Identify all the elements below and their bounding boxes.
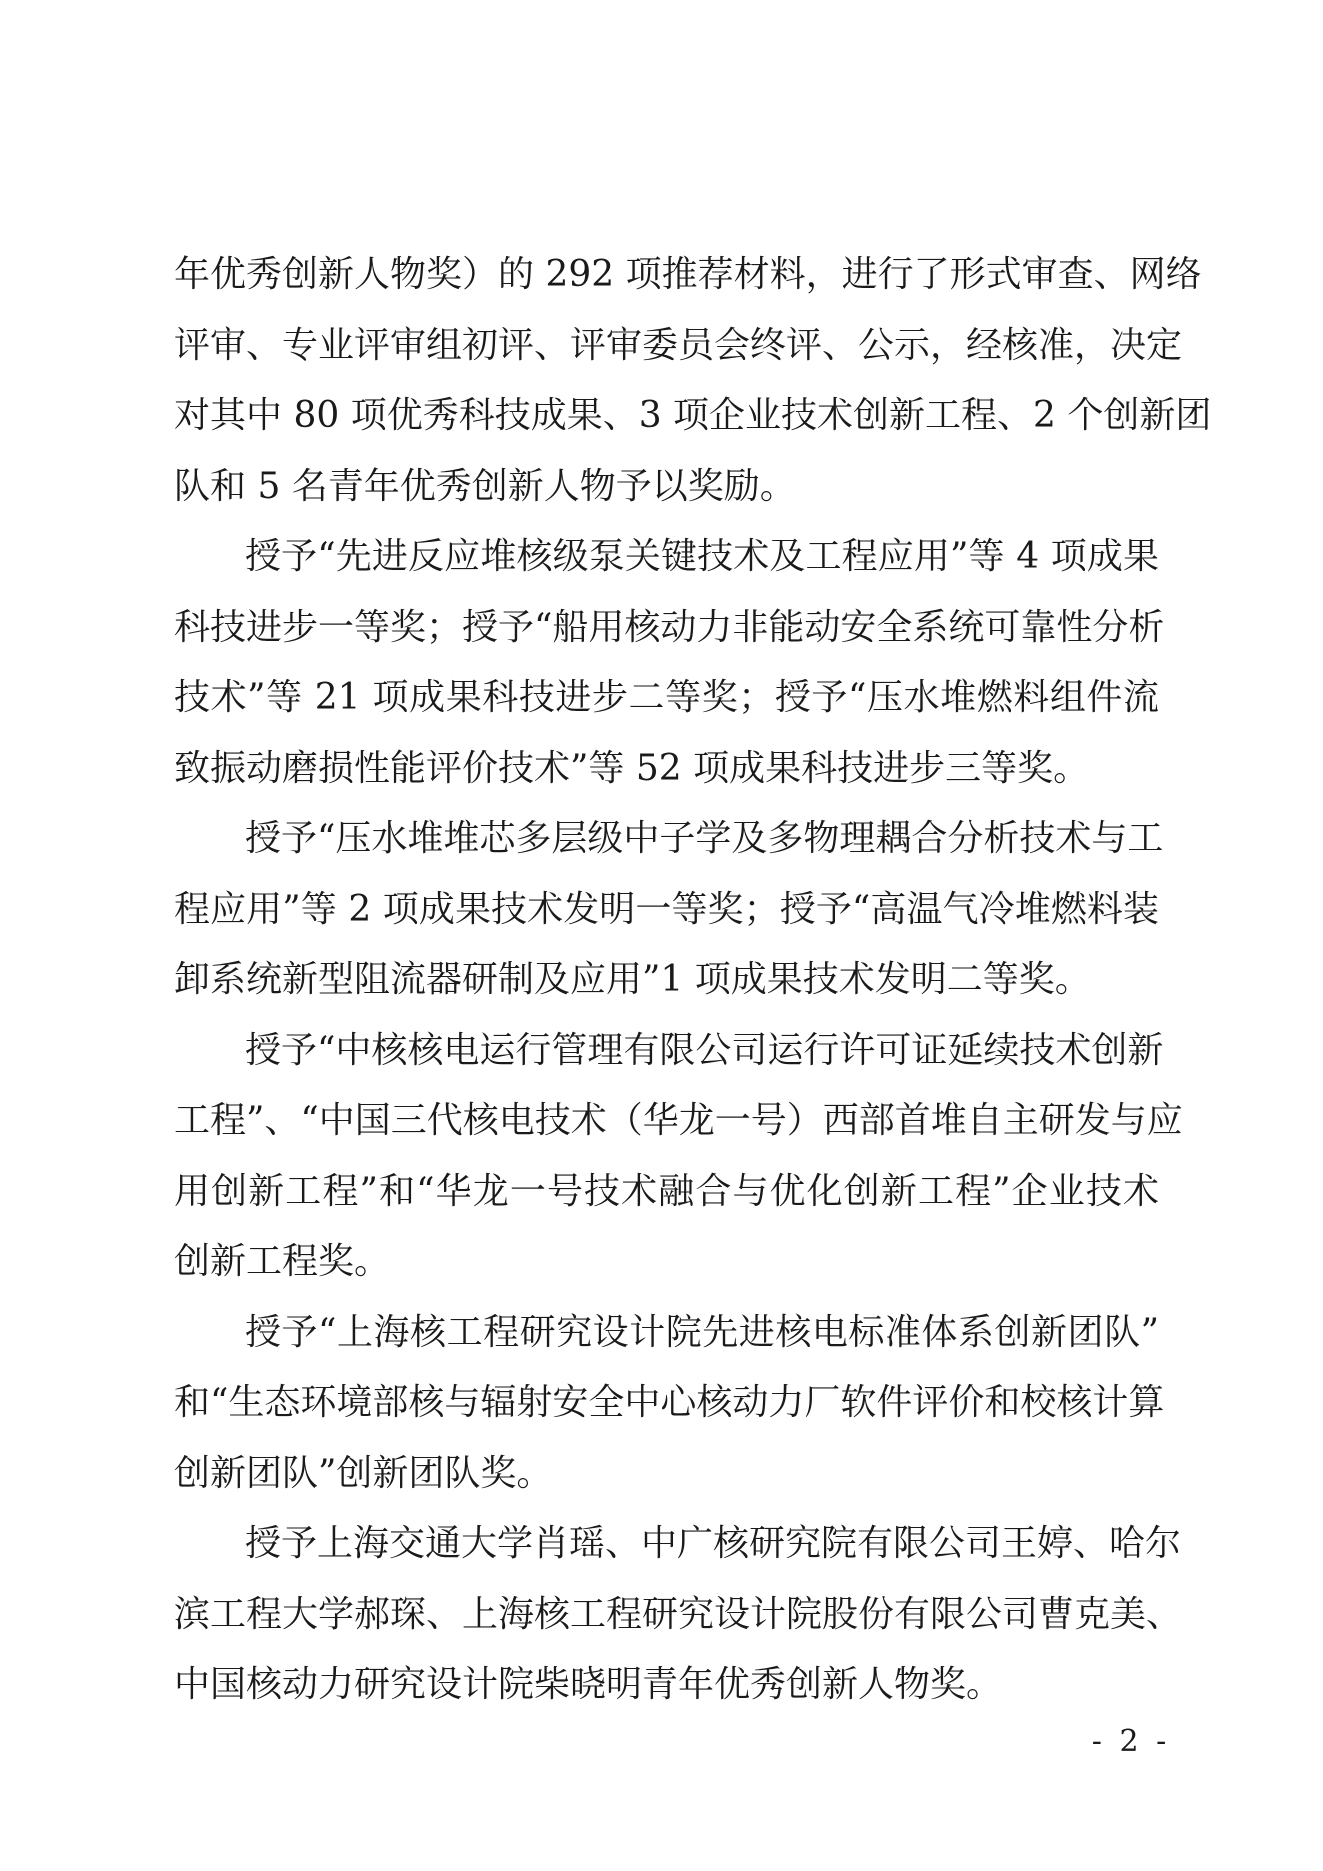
text-line: 用创新工程”和“华龙一号技术融合与优化创新工程”企业技术 — [174, 1170, 1159, 1212]
text-line: 队和 5 名青年优秀创新人物予以奖励。 — [174, 465, 796, 507]
text-line: 年优秀创新人物奖）的 292 项推荐材料，进行了形式审查、网络 — [174, 254, 1202, 295]
text-line: 授予“压水堆堆芯多层级中子学及多物理耦合分析技术与工 — [245, 818, 1164, 859]
text-line: 对其中 80 项优秀科技成果、3 项企业技术创新工程、2 个创新团 — [174, 395, 1212, 436]
text-line: 技术”等 21 项成果科技进步二等奖；授予“压水堆燃料组件流 — [174, 677, 1159, 718]
text-line: 中国核动力研究设计院柴晓明青年优秀创新人物奖。 — [174, 1664, 1003, 1705]
text-line: 授予上海交通大学肖瑶、中广核研究院有限公司王婷、哈尔 — [245, 1523, 1182, 1564]
text-line: 致振动磨损性能评价技术”等 52 项成果科技进步三等奖。 — [174, 747, 1090, 789]
text-line: 和“生态环境部核与辐射安全中心核动力厂软件评价和校核计算 — [174, 1382, 1165, 1423]
text-line: 创新工程奖。 — [174, 1241, 391, 1282]
body-text — [174, 240, 1212, 1721]
text-line: 科技进步一等奖；授予“船用核动力非能动安全系统可靠性分析 — [174, 606, 1165, 648]
text-line: 滨工程大学郝琛、上海核工程研究设计院股份有限公司曹克美、 — [174, 1593, 1183, 1635]
text-line: 卸系统新型阻流器研制及应用”1 项成果技术发明二等奖。 — [174, 959, 1091, 1000]
page-number: - 2 - — [1091, 1724, 1171, 1759]
text-line: 评审、专业评审组初评、评审委员会终评、公示，经核准，决定 — [174, 324, 1183, 366]
text-line: 工程”、“中国三代核电技术（华龙一号）西部首堆自主研发与应 — [174, 1100, 1183, 1141]
text-line: 授予“先进反应堆核级泵关键技术及工程应用”等 4 项成果 — [245, 536, 1159, 577]
text-line: 创新团队”创新团队奖。 — [174, 1452, 553, 1494]
text-line: 授予“上海核工程研究设计院先进核电标准体系创新团队” — [245, 1311, 1159, 1353]
text-line: 授予“中核核电运行管理有限公司运行许可证延续技术创新 — [245, 1029, 1164, 1071]
text-line: 程应用”等 2 项成果技术发明一等奖；授予“高温气冷堆燃料装 — [174, 888, 1159, 930]
